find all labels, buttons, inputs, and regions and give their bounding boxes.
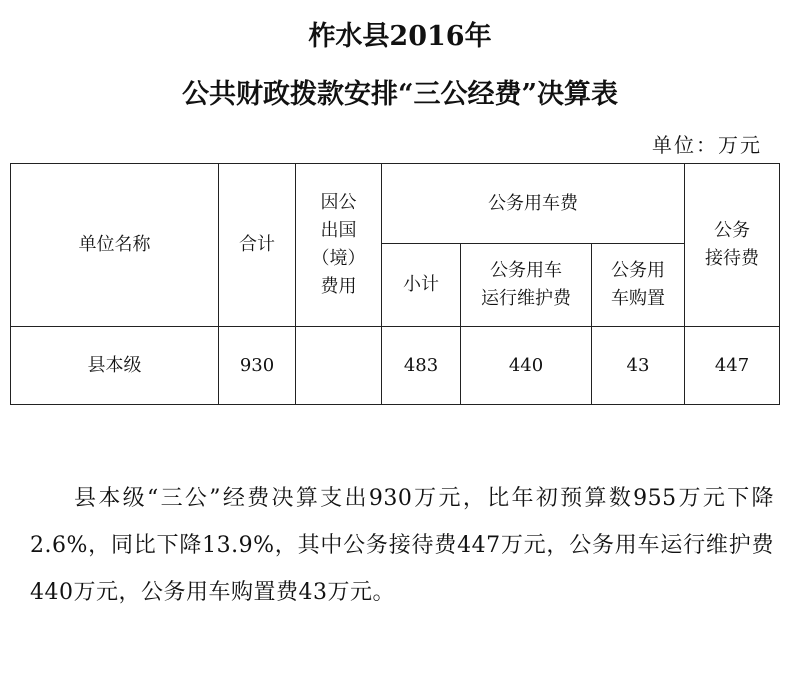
header-vehicle-maintenance (461, 244, 592, 327)
header-maintenance-line1: 公务用车 (490, 260, 562, 281)
cell-maintenance: 440 (461, 327, 592, 405)
header-subtotal: 小计 (382, 244, 461, 327)
header-purchase-line2: 车购置 (611, 288, 665, 309)
document-title-line1: 柞水县2016年 (308, 21, 492, 52)
table-header-row (11, 164, 780, 244)
document-title-line2: 公共财政拨款安排“三公经费”决算表 (181, 79, 619, 110)
header-abroad-line3: （境） (311, 248, 366, 269)
cell-purchase: 43 (592, 327, 685, 405)
header-unit-name: 单位名称 (11, 164, 219, 327)
cell-reception: 447 (685, 327, 780, 405)
header-abroad-line2: 出国 (320, 220, 357, 241)
cell-unit-name: 县本级 (11, 327, 219, 405)
header-abroad-line1: 因公 (320, 192, 357, 213)
summary-paragraph: 县本级“三公”经费决算支出930万元，比年初预算数955万元下降2.6%，同比下降13.9%，其中公务接待费447万元，公务用车运行维护费440万元，公务用车购置费43万元。 (30, 486, 774, 605)
cell-abroad (296, 327, 382, 405)
header-reception-line1: 公务 (714, 220, 751, 241)
header-purchase-line1: 公务用 (611, 260, 665, 281)
unit-label: 单位：万元 (652, 133, 762, 157)
header-reception-line2: 接待费 (705, 248, 760, 269)
header-reception-expenses (685, 164, 780, 327)
header-maintenance-line2: 运行维护费 (481, 288, 571, 309)
header-total: 合计 (219, 164, 296, 327)
table-row (11, 327, 780, 405)
three-public-expenses-table (10, 163, 780, 405)
header-abroad-expenses (296, 164, 382, 327)
header-vehicle-expenses: 公务用车费 (382, 164, 685, 244)
header-vehicle-purchase (592, 244, 685, 327)
cell-subtotal: 483 (382, 327, 461, 405)
cell-total: 930 (219, 327, 296, 405)
header-abroad-line4: 费用 (320, 276, 357, 297)
